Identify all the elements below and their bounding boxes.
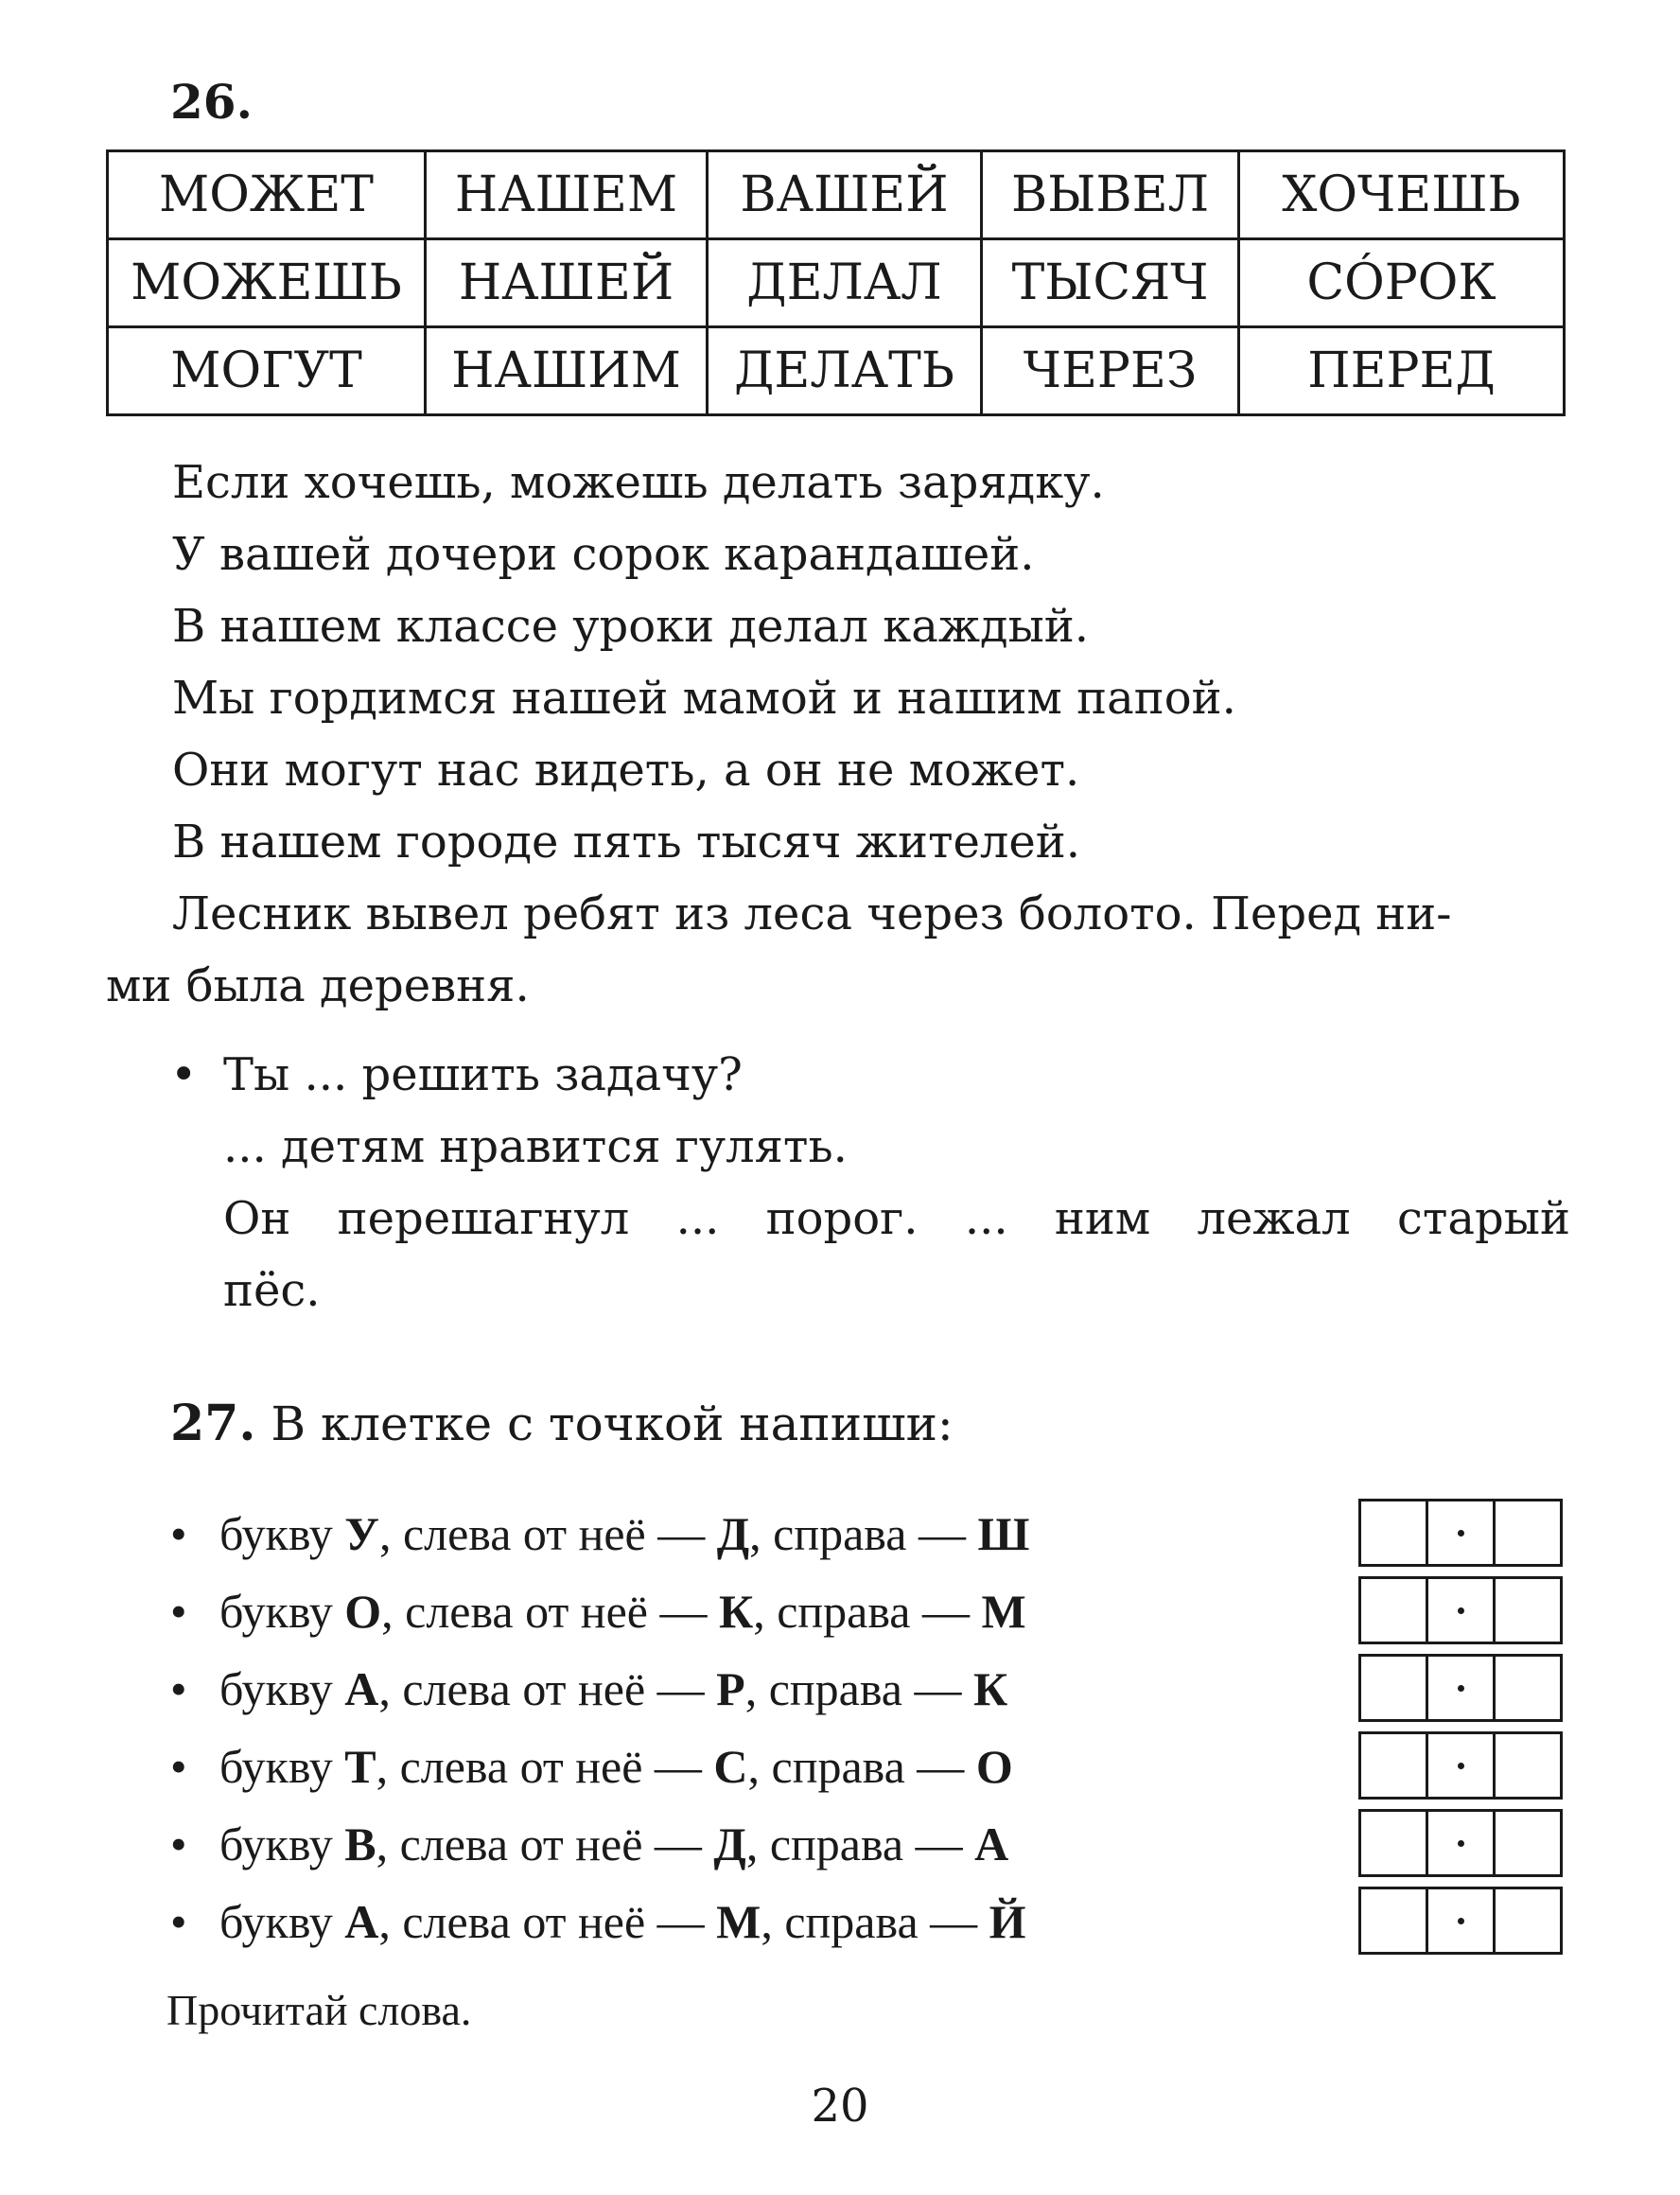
task-text — [219, 1495, 1029, 1572]
left-text: , слева от неё — — [378, 1895, 705, 1948]
table-cell: МОЖЕТ — [108, 151, 426, 239]
exercise-27-number: 27. — [170, 1395, 256, 1452]
table-cell: ВЫВЕЛ — [982, 151, 1239, 239]
center-letter: В — [344, 1817, 376, 1870]
right-text: , справа — — [747, 1740, 965, 1793]
left-text: , слева от неё — — [381, 1585, 708, 1638]
bullet-text: Ты ... решить задачу? — [223, 1048, 743, 1101]
grid-cell-dot[interactable] — [1428, 1889, 1496, 1952]
word-table — [106, 149, 1566, 416]
table-cell: ПЕРЕД — [1239, 327, 1565, 415]
right-text: , справа — — [753, 1585, 971, 1638]
bullet-line — [170, 1039, 1570, 1111]
table-row — [108, 239, 1565, 327]
grid-cell-right[interactable] — [1496, 1889, 1560, 1952]
right-text: , справа — — [745, 1817, 963, 1870]
sentence: Они могут нас видеть, а он не может. — [172, 744, 1080, 797]
task-row — [170, 1728, 1570, 1805]
left-letter: Д — [716, 1507, 750, 1560]
read-words-instruction: Прочитай слова. — [166, 1986, 472, 2034]
grid-cell-dot[interactable] — [1428, 1812, 1496, 1874]
word-prefix: букву — [219, 1895, 333, 1948]
grid-cell-dot[interactable] — [1428, 1657, 1496, 1719]
table-cell: ДЕЛАЛ — [708, 239, 982, 327]
exercise-27-instruction: В клетке с точкой напиши: — [271, 1396, 954, 1451]
table-cell: МОГУТ — [108, 327, 426, 415]
grid-cell-dot[interactable] — [1428, 1579, 1496, 1642]
grid-cell-dot[interactable] — [1428, 1501, 1496, 1564]
word-prefix: букву — [219, 1507, 333, 1560]
grid-cell-left[interactable] — [1361, 1889, 1428, 1952]
center-letter: О — [344, 1585, 382, 1638]
bullet-text: пёс. — [223, 1264, 321, 1317]
task-text — [219, 1805, 1008, 1883]
right-letter: Й — [989, 1895, 1026, 1948]
right-letter: Ш — [977, 1507, 1030, 1560]
letter-grid[interactable] — [1358, 1731, 1563, 1800]
table-row — [108, 151, 1565, 239]
letter-grid[interactable] — [1358, 1887, 1563, 1955]
bullet-marker: • — [170, 1585, 187, 1638]
left-letter: Р — [716, 1662, 745, 1715]
grid-cell-left[interactable] — [1361, 1579, 1428, 1642]
task-text — [219, 1728, 1013, 1805]
bullet-marker: • — [170, 1740, 187, 1793]
sentence: В нашем классе уроки делал каждый. — [172, 600, 1090, 653]
page-number: 20 — [811, 2080, 869, 2133]
exercise-27-header — [170, 1395, 954, 1452]
right-letter: К — [973, 1662, 1008, 1715]
grid-cell-right[interactable] — [1496, 1501, 1560, 1564]
letter-grid[interactable] — [1358, 1654, 1563, 1722]
left-text: , слева от неё — — [378, 1507, 706, 1560]
word: лежал — [1197, 1192, 1351, 1245]
grid-cell-right[interactable] — [1496, 1657, 1560, 1719]
task-text — [219, 1650, 1007, 1728]
letter-tasks — [170, 1495, 1570, 1960]
left-letter: М — [716, 1895, 761, 1948]
center-letter: Т — [344, 1740, 376, 1793]
table-cell: СÓРОК — [1239, 239, 1565, 327]
grid-cell-left[interactable] — [1361, 1734, 1428, 1797]
grid-cell-right[interactable] — [1496, 1579, 1560, 1642]
table-cell: ТЫСЯЧ — [982, 239, 1239, 327]
exercise-26-number: 26. — [170, 74, 253, 130]
word: ним — [1054, 1192, 1151, 1245]
word: порог. — [765, 1192, 919, 1245]
task-row — [170, 1883, 1570, 1960]
bullet-justified-line — [170, 1183, 1570, 1255]
left-text: , слева от неё — — [376, 1740, 702, 1793]
word: перешагнул — [337, 1192, 630, 1245]
word-prefix: букву — [219, 1740, 333, 1793]
right-letter: М — [981, 1585, 1026, 1638]
sentence: Если хочешь, можешь делать зарядку. — [172, 456, 1105, 509]
sentence: ми была деревня. — [106, 959, 530, 1012]
table-cell: НАШИМ — [426, 327, 708, 415]
right-letter: А — [974, 1817, 1009, 1870]
task-row — [170, 1805, 1570, 1883]
task-text — [219, 1572, 1026, 1650]
grid-cell-left[interactable] — [1361, 1812, 1428, 1874]
table-cell: ХОЧЕШЬ — [1239, 151, 1565, 239]
table-cell: ВАШЕЙ — [708, 151, 982, 239]
word-prefix: букву — [219, 1817, 333, 1870]
word: Он — [223, 1192, 291, 1245]
bullet-text: ... детям нравится гулять. — [223, 1120, 848, 1173]
left-letter: К — [718, 1585, 754, 1638]
center-letter: А — [344, 1895, 379, 1948]
table-cell: ЧЕРЕЗ — [982, 327, 1239, 415]
word-prefix: букву — [219, 1662, 333, 1715]
sentence: Мы гордимся нашей мамой и нашим папой. — [172, 672, 1236, 725]
grid-cell-dot[interactable] — [1428, 1734, 1496, 1797]
grid-cell-right[interactable] — [1496, 1812, 1560, 1874]
grid-cell-left[interactable] — [1361, 1657, 1428, 1719]
table-cell: НАШЕЙ — [426, 239, 708, 327]
table-cell: НАШЕМ — [426, 151, 708, 239]
letter-grid[interactable] — [1358, 1499, 1563, 1567]
sentence: Лесник вывел ребят из леса через болото. Перед ни- — [172, 887, 1452, 940]
right-letter: О — [975, 1740, 1013, 1793]
task-row — [170, 1572, 1570, 1650]
word: ... — [964, 1192, 1008, 1245]
left-letter: Д — [713, 1817, 746, 1870]
bullet-marker: • — [170, 1895, 187, 1948]
letter-grid[interactable] — [1358, 1576, 1563, 1644]
sentence: У вашей дочери сорок карандашей. — [172, 528, 1035, 581]
right-text: , справа — — [749, 1507, 966, 1560]
left-text: , слева от неё — — [378, 1662, 705, 1715]
bullet-marker: • — [170, 1817, 187, 1870]
fill-in-bullet — [170, 1039, 1570, 1326]
table-cell: МОЖЕШЬ — [108, 239, 426, 327]
task-row — [170, 1495, 1570, 1572]
left-text: , слева от неё — — [376, 1817, 702, 1870]
grid-cell-right[interactable] — [1496, 1734, 1560, 1797]
grid-cell-left[interactable] — [1361, 1501, 1428, 1564]
table-cell: ДЕЛАТЬ — [708, 327, 982, 415]
bullet-marker: • — [170, 1507, 187, 1560]
right-text: , справа — — [761, 1895, 978, 1948]
left-letter: С — [713, 1740, 748, 1793]
letter-grid[interactable] — [1358, 1809, 1563, 1877]
table-row — [108, 327, 1565, 415]
task-text — [219, 1883, 1026, 1960]
center-letter: А — [344, 1662, 379, 1715]
sentences-block — [106, 447, 1563, 1022]
word: старый — [1396, 1192, 1570, 1245]
word: ... — [675, 1192, 720, 1245]
right-text: , справа — — [744, 1662, 962, 1715]
bullet-marker: • — [170, 1048, 198, 1101]
center-letter: У — [344, 1507, 379, 1560]
word-prefix: букву — [219, 1585, 333, 1638]
sentence: В нашем городе пять тысяч жителей. — [172, 816, 1081, 869]
task-row — [170, 1650, 1570, 1728]
bullet-marker: • — [170, 1662, 187, 1715]
